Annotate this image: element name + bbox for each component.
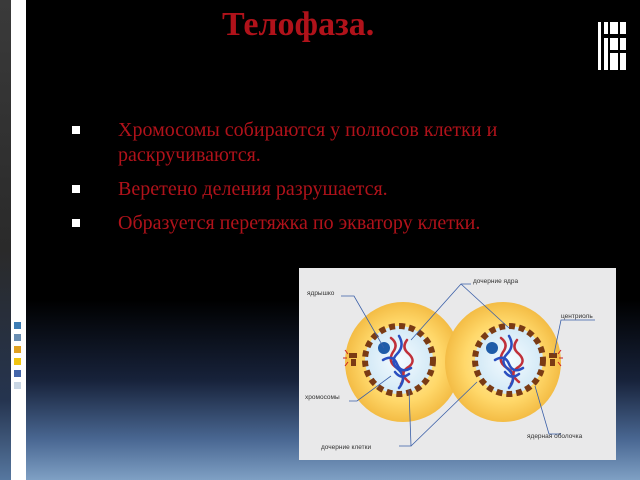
- right-nucleolus: [486, 342, 498, 354]
- label-chromosomes: хромосомы: [305, 394, 340, 401]
- bullet-item: [70, 177, 610, 202]
- label-nuclear-envelope: ядерная оболочка: [527, 433, 583, 440]
- bullet-item: [70, 211, 610, 236]
- bullet-marker-icon: [72, 219, 80, 227]
- bullet-list: [70, 118, 610, 245]
- label-daughter-nuclei: дочерние ядра: [473, 278, 519, 285]
- bullet-text: Веретено деления разрушается.: [118, 178, 388, 200]
- label-nucleolus: ядрышко: [307, 290, 335, 297]
- corner-decoration-icon: [596, 20, 628, 72]
- label-centriole: центриоль: [561, 313, 593, 320]
- bullet-text: Образуется перетяжка по экватору клетки.: [118, 212, 481, 234]
- slide-title: Телофаза.: [222, 6, 375, 43]
- bullet-marker-icon: [72, 126, 80, 134]
- telophase-diagram: [299, 268, 616, 460]
- side-decoration: [14, 322, 22, 394]
- slide-left-stripe: [0, 0, 11, 480]
- label-daughter-cells: дочерние клетки: [321, 444, 372, 451]
- bullet-item: [70, 118, 610, 168]
- bullet-marker-icon: [72, 185, 80, 193]
- bullet-text: Хромосомы собираются у полюсов клетки и раскручиваются.: [118, 119, 498, 166]
